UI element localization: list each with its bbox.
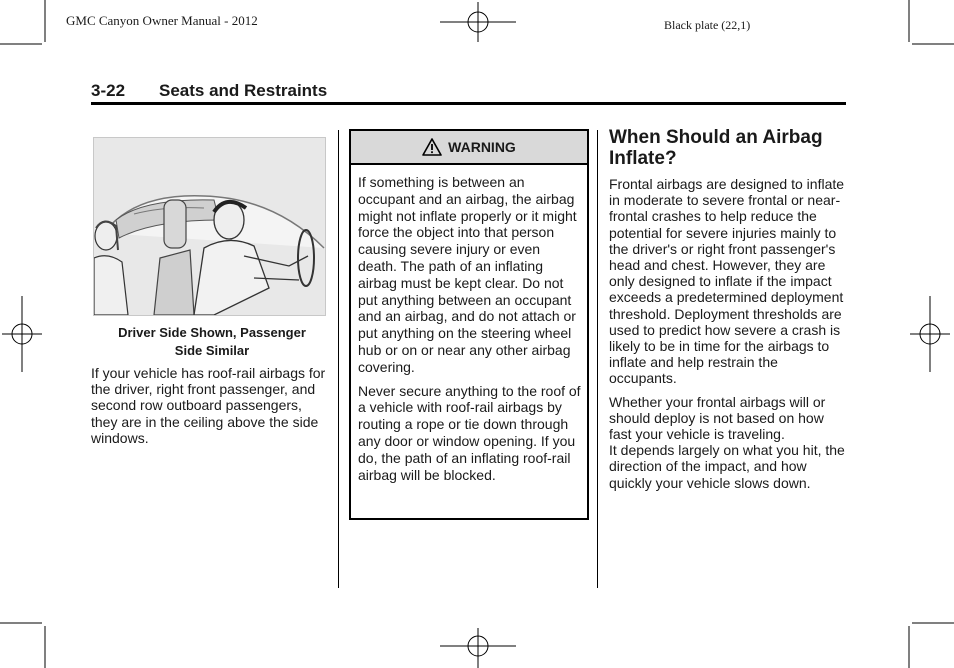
warning-body [351,165,587,483]
roof-rail-airbag-paragraph: If your vehicle has roof-rail airbags for the driver, right front passenger, and second row outboard passengers, they are in the ceiling above the side windows. [91,365,326,446]
col3-paragraph-2: Whether your frontal airbags will or should deploy is not based on how fast your vehicle is traveling. [609,393,826,443]
column-divider-1 [338,130,339,588]
header-manual-title: GMC Canyon Owner Manual - 2012 [66,13,258,28]
section-rule [91,102,846,105]
section-title: Seats and Restraints [159,81,328,100]
section-number: 3-22 [91,81,126,100]
registration-mark-bottom [440,626,516,668]
registration-mark-left [0,296,42,372]
col3-paragraph-1: Frontal airbags are designed to inflate in moderate to severe frontal or near-frontal crashes to help reduce the potential for severe injuries mainly to the driver's or right front passenger's head and chest. However, they are only designed to inflate if the impact exceeds a predetermined deployment threshold. Deployment thresholds are used to predict how severe a crash is likely to be in time for the airbags to inflate and help restrain the occupants. [609,176,845,387]
warning-paragraph-2: Never secure anything to the roof of a vehicle with roof-rail airbags by routing a rope or tie down through any door or window opening. If you do, the path of an inflating roof-rail airbag will be blocked. [358,382,581,483]
warning-header [351,131,587,165]
airbag-inflate-heading: When Should an Airbag Inflate? [609,127,823,169]
section-heading [91,81,327,101]
figure-caption-line-2: Side Similar [174,343,250,358]
figure-caption-line-1: Driver Side Shown, Passenger [118,325,306,340]
airbag-inflate-text [609,176,849,498]
column-divider-2 [597,130,598,588]
figure-caption [96,324,328,360]
registration-mark-right [910,296,954,372]
warning-box [349,129,589,520]
roof-rail-airbag-illustration [93,137,326,316]
header-plate-info: Black plate (22,1) [664,18,751,32]
registration-mark-top [440,2,516,44]
warning-title: WARNING [448,139,516,155]
warning-paragraph-1: If something is between an occupant and an airbag, the airbag might not inflate properly or it might force the object into that person causing severe injury or even death. The path of an inflating airbag must be kept clear. Do not put anything between an occupant and an airbag, and do not attach or put anything on the steering wheel hub or on or near any other airbag covering. [358,174,577,375]
col3-paragraph-3: It depends largely on what you hit, the direction of the impact, and how quickly your vehicle slows down. [609,442,845,491]
warning-icon [422,138,442,156]
